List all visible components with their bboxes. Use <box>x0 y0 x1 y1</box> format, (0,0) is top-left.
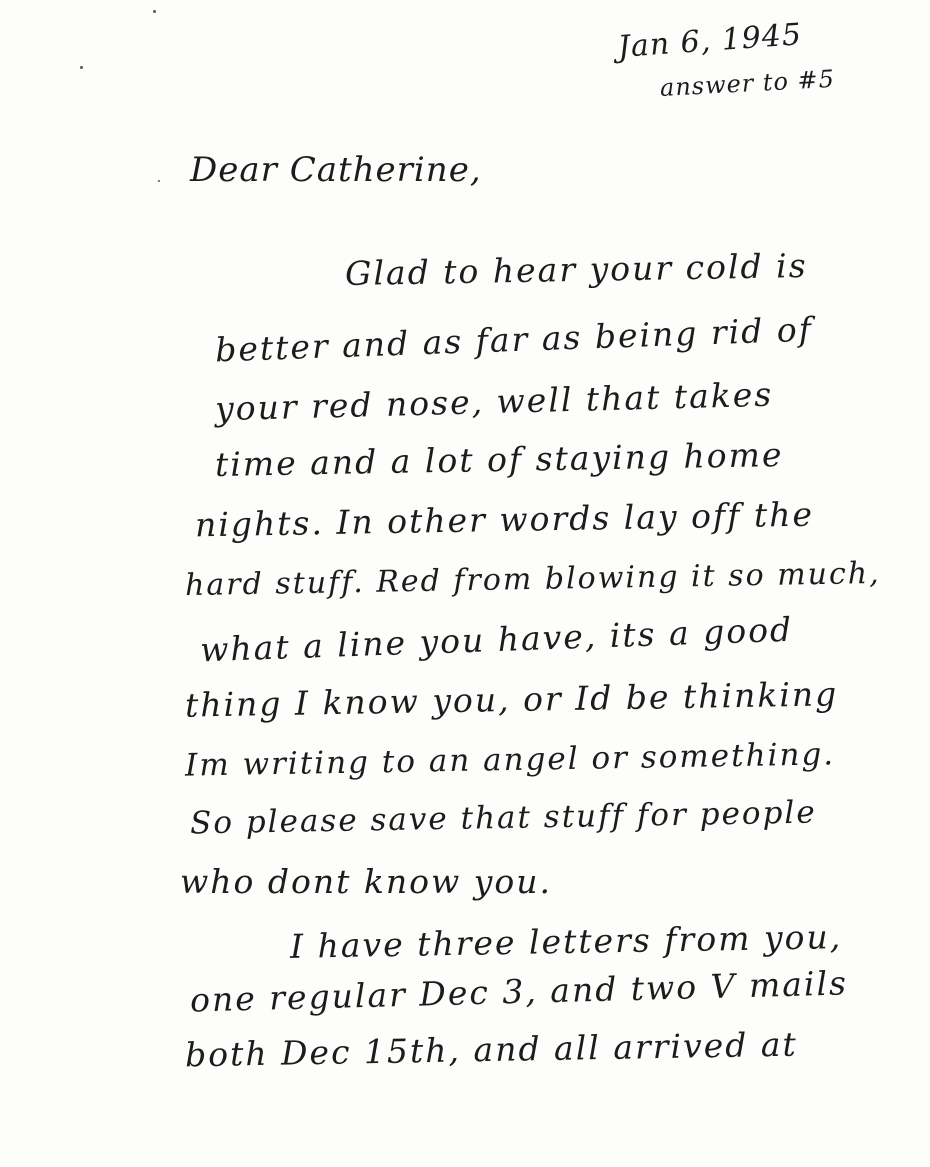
letter-line: your red nose, well that takes <box>214 374 774 429</box>
letter-line: hard stuff. Red from blowing it so much, <box>184 555 881 604</box>
letter-line: thing I know you, or Id be thinking <box>184 674 839 725</box>
paper-speck <box>153 10 156 13</box>
paper-speck <box>80 66 83 69</box>
letter-line: who dont know you. <box>180 862 552 901</box>
letter-line: better and as far as being rid of <box>214 309 814 370</box>
letter-line: what a line you have, its a good <box>199 609 794 670</box>
letter-line: one regular Dec 3, and two V mails <box>189 963 849 1020</box>
letter-reference: answer to #5 <box>659 64 836 102</box>
letter-line: time and a lot of staying home <box>214 435 784 484</box>
paper-speck <box>158 180 160 182</box>
letter-line: Glad to hear your cold is <box>344 245 808 294</box>
letter-line: So please save that stuff for people <box>189 794 817 842</box>
letter-line: both Dec 15th, and all arrived at <box>184 1024 799 1075</box>
letter-line: I have three letters from you, <box>289 917 843 966</box>
letter-line: nights. In other words lay off the <box>194 494 815 545</box>
letter-line: Im writing to an angel or something. <box>184 736 836 784</box>
letter-salutation: Dear Catherine, <box>190 150 482 190</box>
letter-date: Jan 6, 1945 <box>616 17 804 65</box>
